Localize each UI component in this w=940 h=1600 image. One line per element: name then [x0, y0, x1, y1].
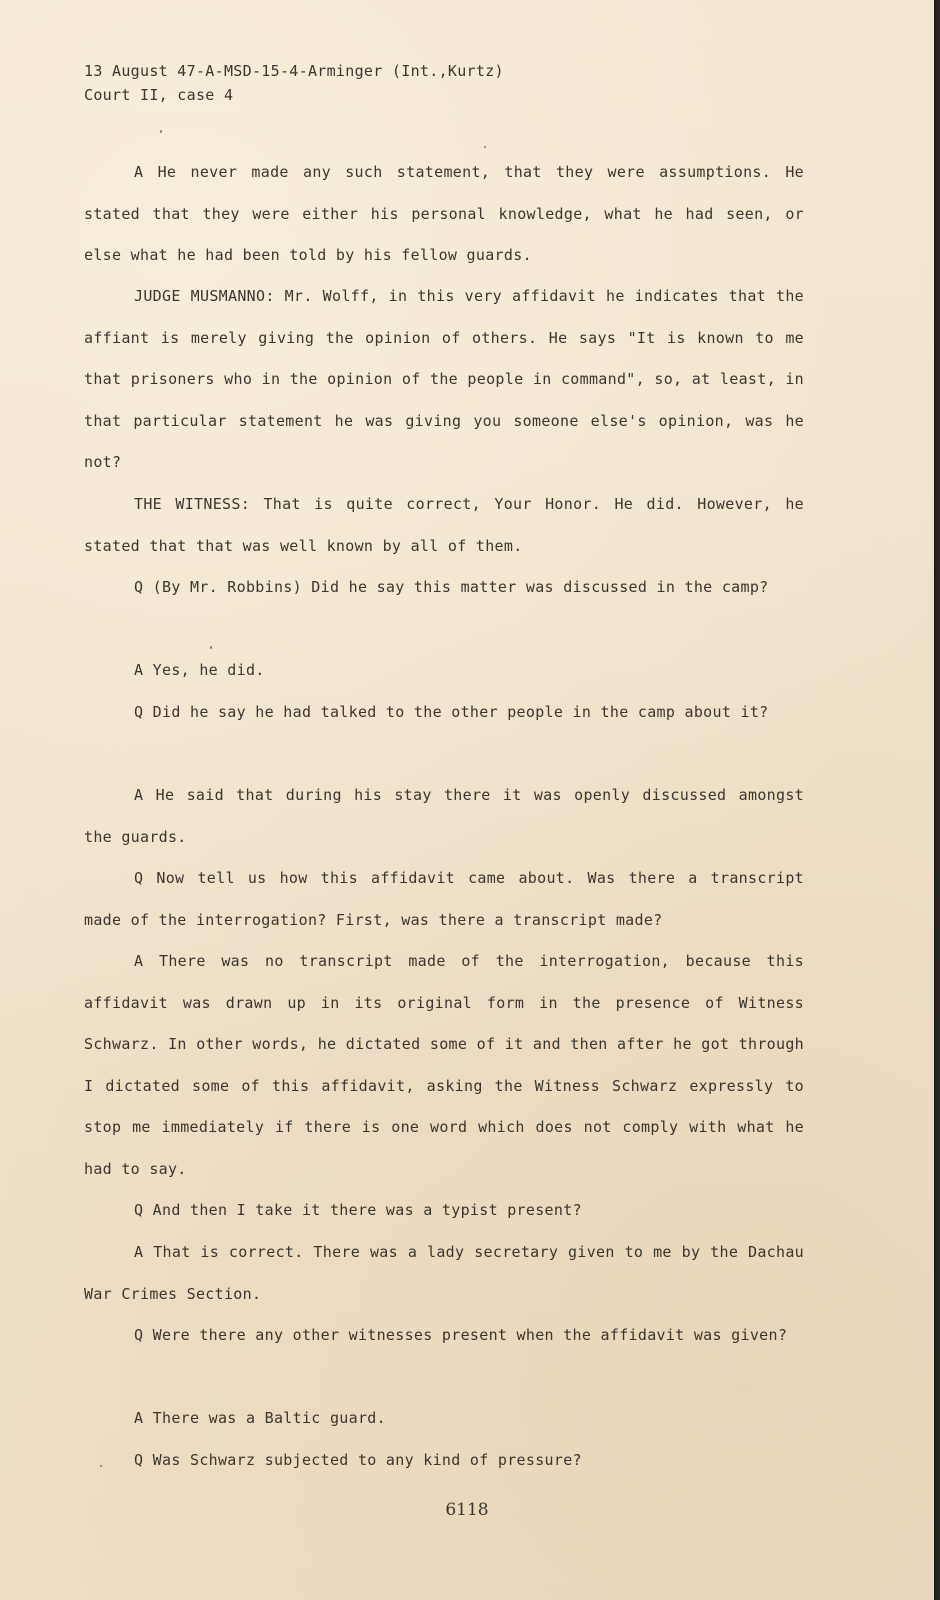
paper-speck — [484, 146, 486, 148]
transcript-paragraph: Q And then I take it there was a typist present? — [134, 1201, 582, 1219]
transcript-paragraph: A Yes, he did. — [134, 661, 265, 679]
transcript-paragraph: Q Did he say he had talked to the other people in the camp about it? — [134, 703, 769, 721]
paper-speck — [160, 130, 162, 133]
header-line-date-case: 13 August 47-A-MSD-15-4-Arminger (Int.,Kurtz) — [84, 62, 504, 80]
paper-speck — [210, 646, 212, 649]
transcript-paragraph: A He said that during his stay there it was openly discussed amongst the guards. — [84, 786, 804, 846]
transcript-paragraph: Q Were there any other witnesses present when the affidavit was given? — [134, 1326, 788, 1344]
transcript-paragraph: Q Was Schwarz subjected to any kind of pressure? — [134, 1451, 582, 1469]
transcript-paragraph: A There was no transcript made of the interrogation, because this affidavit was drawn up in its original form in the presence of Witness Schwarz. In other words, he dictated some of it and then after he got through I dictated some of this affidavit, asking the Witness Schwarz expressly to stop me immediately if there is one word which does not comply with what he had to say. — [84, 952, 804, 1178]
transcript-paragraph: A He never made any such statement, that they were assumptions. He stated that they were either his personal knowledge, what he had seen, or else what he had been told by his fellow guards. — [84, 163, 804, 264]
transcript-paragraph: Q Now tell us how this affidavit came about. Was there a transcript made of the interrogation? First, was there a transcript made? — [84, 869, 804, 929]
transcript-paragraph: THE WITNESS: That is quite correct, Your Honor. He did. However, he stated that that was well known by all of them. — [84, 495, 804, 555]
transcript-paragraph: Q (By Mr. Robbins) Did he say this matter was discussed in the camp? — [134, 578, 769, 596]
paper-speck — [100, 1465, 102, 1467]
transcript-paragraph: A There was a Baltic guard. — [134, 1409, 386, 1427]
transcript-paragraph: A That is correct. There was a lady secretary given to me by the Dachau War Crimes Section. — [84, 1243, 804, 1303]
page-number: 6118 — [445, 1500, 489, 1520]
transcript-paragraph: JUDGE MUSMANNO: Mr. Wolff, in this very affidavit he indicates that the affiant is merely giving the opinion of others. He says "It is known to me that prisoners who in the opinion of the people in command", so, at least, in that particular statement he was giving you someone else's opinion, was he not? — [84, 287, 804, 471]
header-line-court: Court II, case 4 — [84, 86, 234, 104]
